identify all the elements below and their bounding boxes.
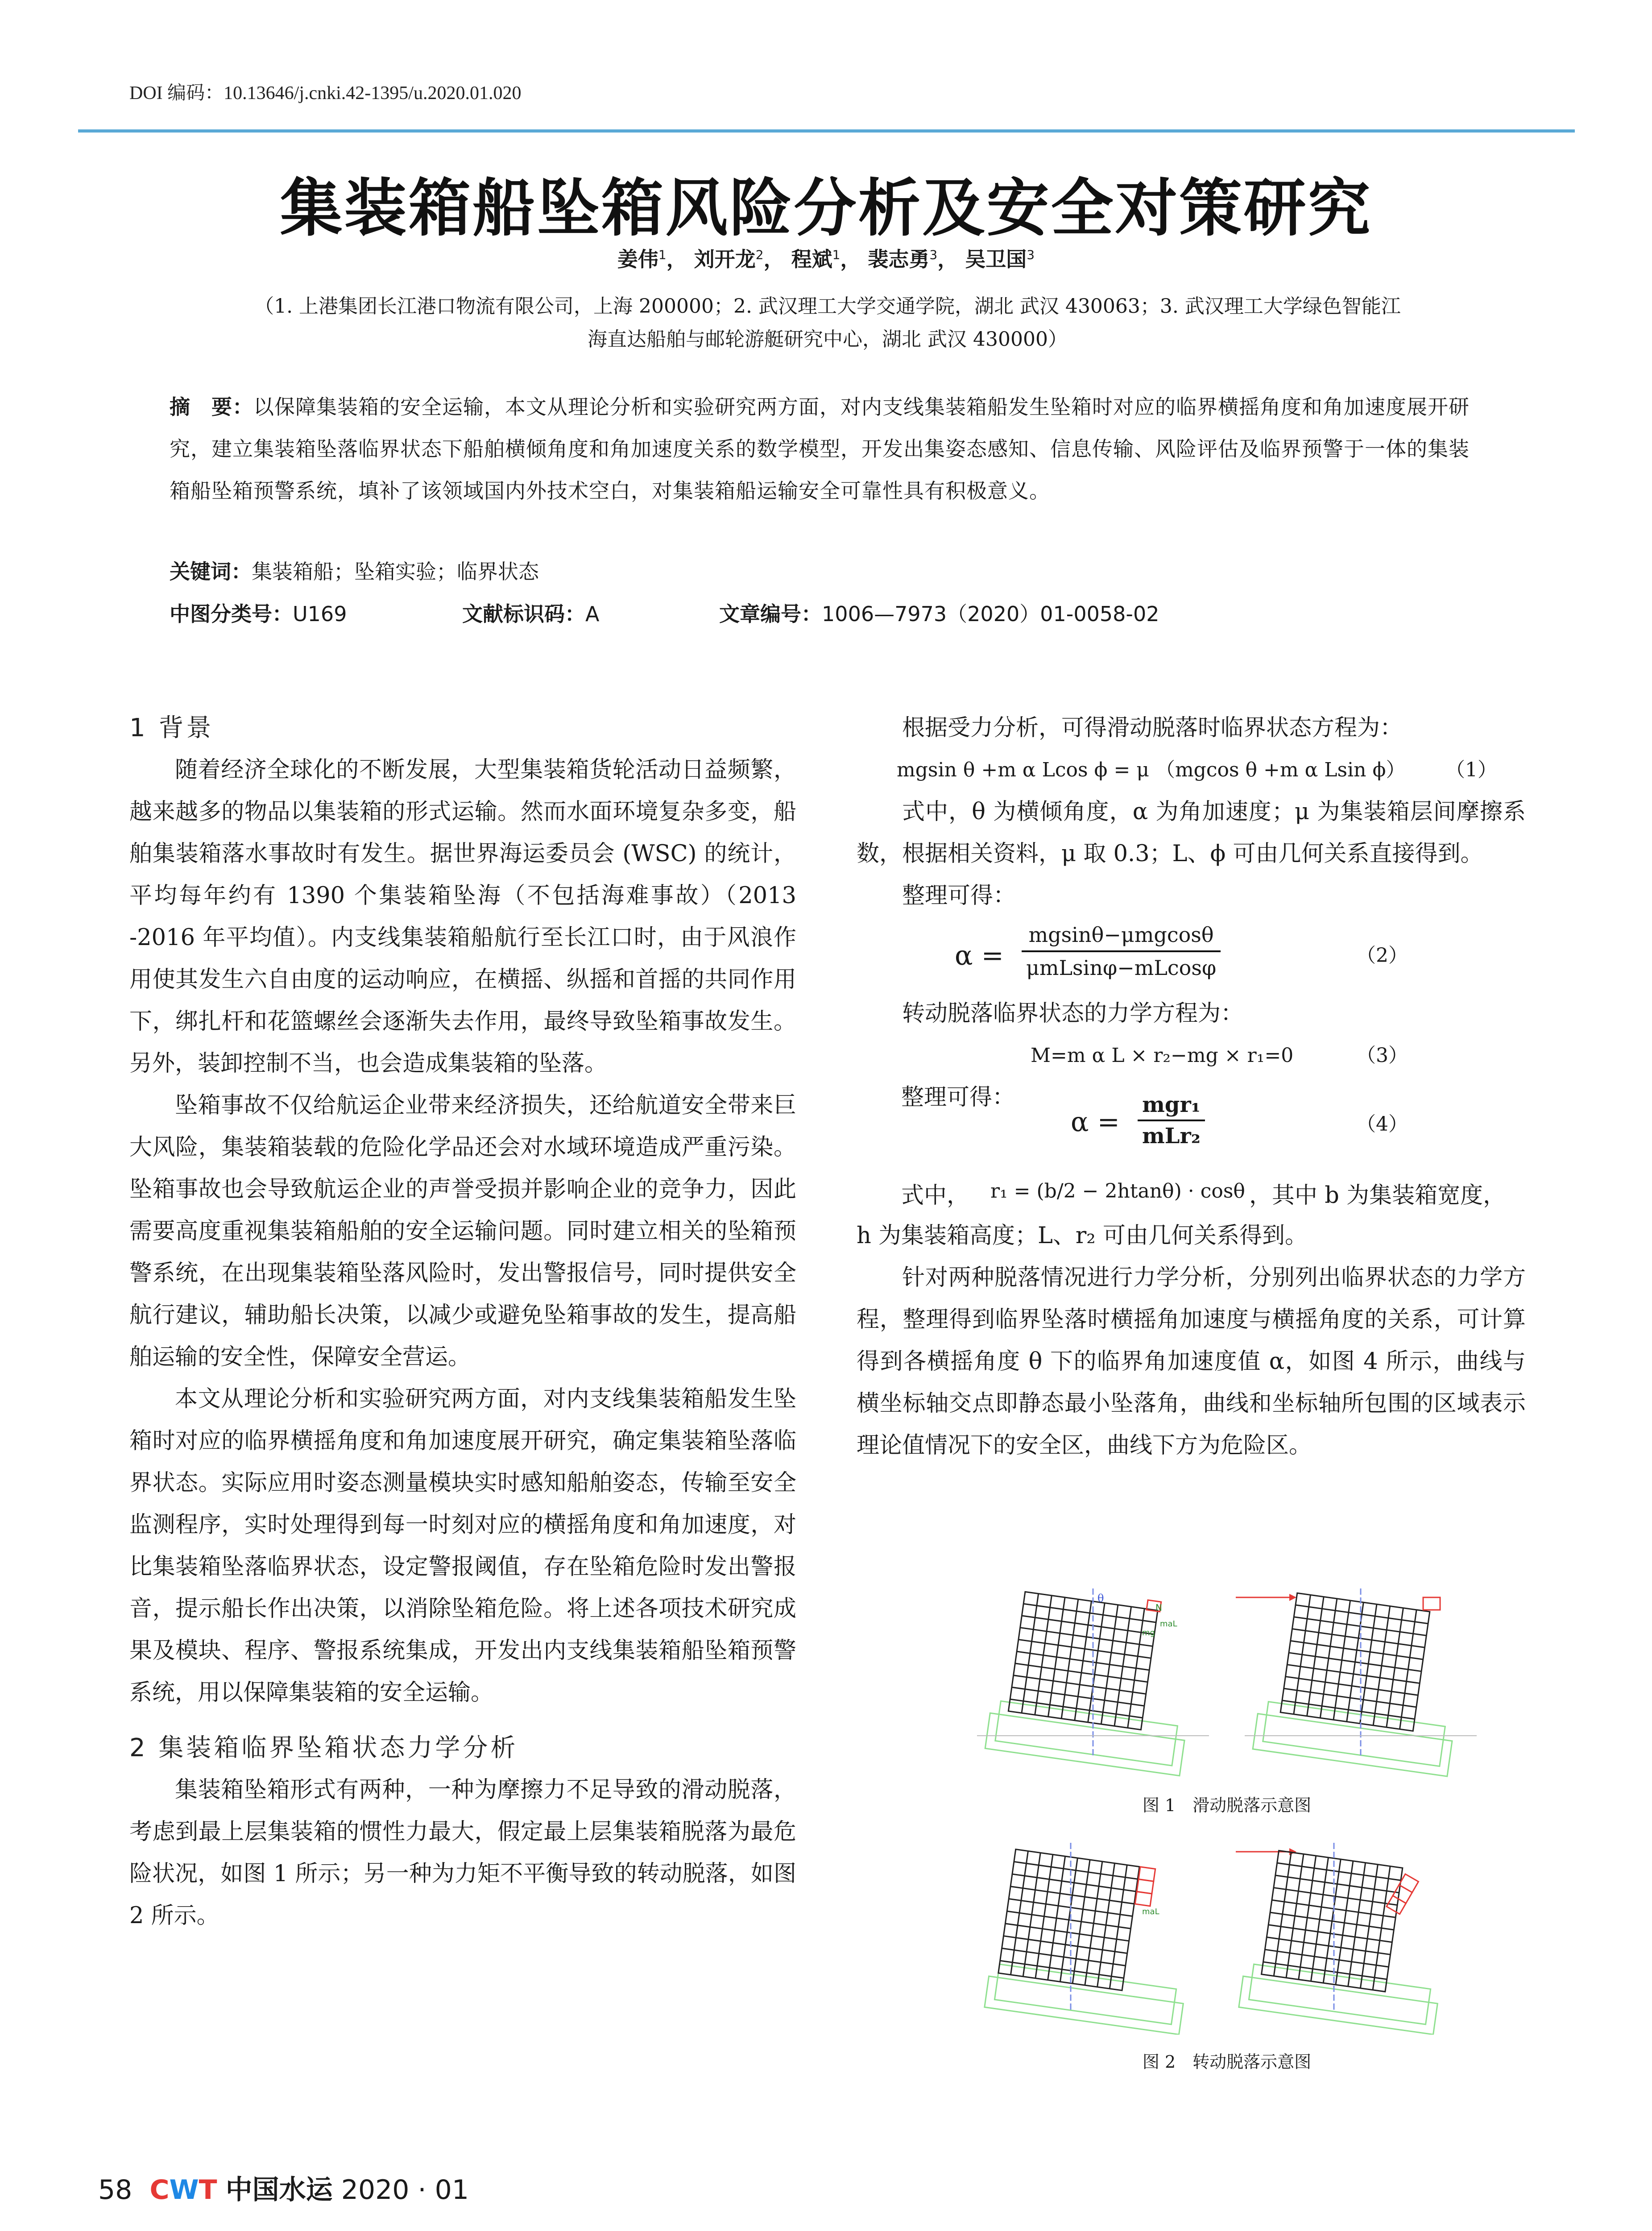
left-column — [129, 707, 796, 1937]
doc-code-field — [462, 598, 712, 627]
author-name: 程斌 — [791, 247, 832, 271]
inertial-force-label: maL — [1160, 1619, 1177, 1629]
section-heading: 1 背景 — [129, 713, 214, 742]
page-footer — [98, 2169, 469, 2207]
article-no-value: 1006—7973（2020）01-0058-02 — [822, 602, 1159, 626]
affiliations — [129, 290, 1526, 356]
keywords-label: 关键词： — [170, 560, 252, 584]
figure-1-sliding-diagram — [959, 1588, 1495, 1780]
doc-code-label: 文献标识码： — [462, 602, 586, 626]
author-affil-mark: 3 — [1027, 247, 1035, 262]
equation-number: （1） — [1445, 759, 1497, 781]
classification-line — [170, 598, 1159, 627]
figure-2-rotation-diagram — [959, 1843, 1495, 2035]
clc-field — [170, 598, 455, 627]
logo-letter: T — [199, 2174, 217, 2206]
ship-stack-left — [977, 1588, 1209, 1776]
keywords-text: 集装箱船；坠箱实验；临界状态 — [252, 560, 539, 584]
equation-fraction — [1138, 1090, 1205, 1151]
abstract-label: 摘 要： — [170, 395, 253, 419]
keywords — [170, 556, 539, 585]
ship-stack-right — [1239, 1843, 1456, 2035]
page-number: 58 — [98, 2174, 132, 2206]
author-name: 姜伟 — [617, 247, 658, 271]
fraction-numerator: mgr₁ — [1142, 1092, 1201, 1117]
equation-text: mgsin θ +m α Lcos ϕ = μ （mgcos θ +m α Lsin ϕ） — [897, 759, 1406, 781]
author-name: 刘开龙 — [694, 247, 756, 271]
equation-number: （3） — [1356, 1044, 1408, 1067]
ship-stack-left — [985, 1843, 1201, 2035]
author-affil-mark: 2 — [755, 247, 764, 262]
logo-letter: C — [149, 2174, 170, 2206]
body-text: 式中， — [901, 1182, 970, 1209]
logo-letter: W — [169, 2174, 199, 2206]
inline-equation: r₁ = (b/2 − 2htanθ) · cosθ — [990, 1180, 1245, 1203]
paper-title: 集装箱船坠箱风险分析及安全对策研究 — [280, 172, 1372, 245]
equation-2 — [857, 917, 1526, 993]
journal-logo — [149, 2174, 217, 2206]
author-name: 裴志勇 — [868, 247, 930, 271]
author-list: 姜伟$^1$， 刘开龙$^2$， 程斌$^1$， 裴志勇$^3$， 吴卫国$^3$ — [617, 247, 1035, 271]
body-paragraph: 根据受力分析，可得滑动脱落时临界状态方程为： — [902, 715, 1403, 741]
issue: 2020 · 01 — [341, 2174, 469, 2206]
equation-lhs: α = — [955, 940, 1004, 971]
body-paragraph: 本文从理论分析和实验研究两方面，对内支线集装箱船发生坠箱时对应的临界横摇角度和角加速度展开研究，确定集装箱坠落临界状态。实际应用时姿态测量模块实时感知船舶姿态，传输至安全监测程序，实时处理得到每一时刻对应的横摇角度和角加速度，对比集装箱坠落临界状态，设定警报阈值，存在坠箱危险时发出警报音，提示船长作出决策，以消除坠箱危险。将上述各项技术研究成果及模块、程序、警报系统集成，开发出内支线集装箱船坠箱预警系统，用以保障集装箱的安全运输。 — [129, 1386, 796, 1706]
affiliation-line: （1. 上港集团长江港口物流有限公司，上海 200000；2. 武汉理工大学交通学院，湖北 武汉 430063；3. 武汉理工大学绿色智能江 — [254, 295, 1401, 318]
author-name: 吴卫国 — [965, 247, 1027, 271]
inertial-force-label: maL — [1142, 1907, 1159, 1916]
theta-label: θ — [1097, 1592, 1104, 1605]
normal-force-label: N — [1155, 1602, 1162, 1613]
gravity-label: mg — [1142, 1628, 1155, 1638]
section-heading: 2 集装箱临界坠箱状态力学分析 — [129, 1733, 518, 1762]
body-paragraph: 针对两种脱落情况进行力学分析，分别列出临界状态的力学方程，整理得到临界坠落时横摇角加速度与横摇角度的关系，可计算得到各横摇角度 θ 下的临界角加速度值 α，如图 4 所示，曲线与横坐标轴交点即静态最小坠落角，曲线和坐标轴所包围的区域表示理论值情况下的安全区，曲线下方为危险区。 — [857, 1265, 1526, 1459]
body-paragraph: 随着经济全球化的不断发展，大型集装箱货轮活动日益频繁，越来越多的物品以集装箱的形式运输。然而水面环境复杂多变，船舶集装箱落水事故时有发生。据世界海运委员会 (WSC) 的统计，平均每年约有 1390 个集装箱坠海（不包括海难事故）（2013 -2016 年平均值）。内支线集装箱船航行至长江口时，由于风浪作用使其发生六自由度的运动响应，在横摇、纵摇和首摇的共同作用下，绑扎杆和花篮螺丝会逐渐失去作用，最终导致坠箱事故发生。另外，装卸控制不当，也会造成集装箱的坠落。 — [129, 757, 796, 1077]
equation-3 — [857, 1035, 1526, 1077]
equation-number: （2） — [1356, 944, 1408, 967]
doc-code-value: A — [585, 602, 600, 626]
author-affil-mark: 3 — [929, 247, 938, 262]
fraction-denominator: μmLsinφ−mLcosφ — [1022, 950, 1221, 983]
figure-2-caption: 图 2 转动脱落示意图 — [1142, 2052, 1312, 2072]
fraction-numerator: mgsinθ−μmgcosθ — [1028, 923, 1214, 947]
header-rule — [78, 129, 1575, 133]
clc-label: 中图分类号： — [170, 602, 293, 626]
article-no-label: 文章编号： — [719, 602, 822, 626]
equation-number: （4） — [1356, 1113, 1408, 1136]
body-paragraph: 整理可得： — [901, 1084, 1015, 1111]
author-affil-mark: 1 — [658, 247, 667, 262]
arrow-head-icon — [1289, 1594, 1296, 1601]
body-paragraph: 集装箱坠箱形式有两种，一种为摩擦力不足导致的滑动脱落，考虑到最上层集装箱的惯性力最大，假定最上层集装箱脱落为最危险状况，如图 1 所示；另一种为力矩不平衡导致的转动脱落，如图 2 所示。 — [129, 1777, 796, 1929]
body-text: ，其中 b 为集装箱宽度， — [1249, 1182, 1506, 1209]
affiliation-line: 海直达船舶与邮轮游艇研究中心，湖北 武汉 430000） — [588, 328, 1068, 351]
body-paragraph: h 为集装箱高度；L、r₂ 可由几何关系得到。 — [857, 1223, 1308, 1249]
article-no-field — [719, 598, 1159, 627]
figure-1-caption: 图 1 滑动脱落示意图 — [1142, 1796, 1312, 1815]
equation-lhs: α = — [1071, 1107, 1120, 1138]
clc-value: U169 — [293, 602, 347, 626]
journal-name: 中国水运 — [225, 2174, 333, 2206]
ship-stack-right — [1245, 1588, 1477, 1776]
right-column — [857, 707, 1526, 1467]
equation-text: M=m α L × r₂−mg × r₁=0 — [1031, 1044, 1294, 1067]
body-paragraph: 式中，θ 为横倾角度，α 为角加速度；μ 为集装箱层间摩擦系数，根据相关资料，μ 取 0.3；L、ϕ 可由几何关系直接得到。 — [857, 799, 1526, 867]
abstract-text: 以保障集装箱的安全运输，本文从理论分析和实验研究两方面，对内支线集装箱船发生坠箱时对应的临界横摇角度和角加速度展开研究，建立集装箱坠落临界状态下船舶横倾角度和角加速度关系的数学模型，开发出集姿态感知、信息传输、风险评估及临界预警于一体的集装箱船坠箱预警系统，填补了该领域国内外技术空白，对集装箱船运输安全可靠性具有积极意义。 — [170, 395, 1470, 503]
equation-4 — [857, 1077, 1526, 1166]
doi-line: DOI 编码：10.13646/j.cnki.42-1395/u.2020.01.020 — [129, 83, 522, 104]
body-paragraph: 转动脱落临界状态的力学方程为： — [902, 1000, 1244, 1027]
equation-1 — [857, 749, 1526, 791]
equation-fraction — [1022, 919, 1221, 983]
definition-line — [857, 1166, 1526, 1215]
body-paragraph: 整理可得： — [902, 883, 1016, 909]
author-affil-mark: 1 — [832, 247, 840, 262]
abstract — [170, 386, 1490, 512]
fraction-denominator: mLr₂ — [1138, 1120, 1205, 1151]
body-paragraph: 坠箱事故不仅给航运企业带来经济损失，还给航道安全带来巨大风险，集装箱装载的危险化学品还会对水域环境造成严重污染。坠箱事故也会导致航运企业的声誉受损并影响企业的竞争力，因此需要高度重视集装箱船舶的安全运输问题。同时建立相关的坠箱预警系统，在出现集装箱坠落风险时，发出警报信号，同时提供安全航行建议，辅助船长决策，以减少或避免坠箱事故的发生，提高船舶运输的安全性，保障安全营运。 — [129, 1092, 796, 1370]
